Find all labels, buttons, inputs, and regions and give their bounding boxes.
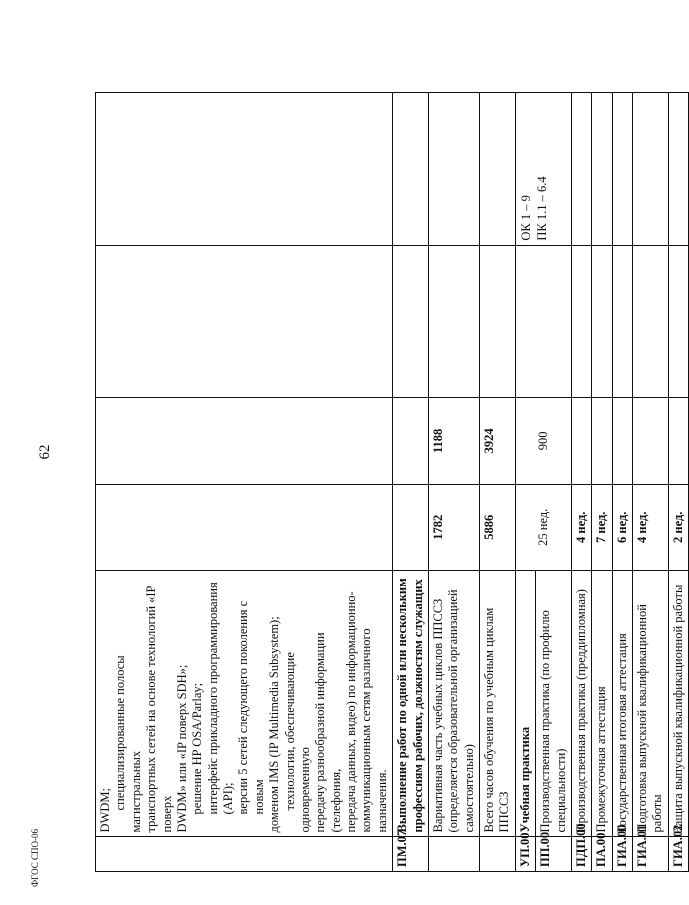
competence-item: ПК 1.1 – 6.4 — [535, 176, 549, 241]
list-line: DWDM» или «IP поверх SDH»; — [174, 664, 189, 833]
class-hours — [96, 398, 393, 484]
table-row — [612, 93, 632, 872]
row-code: ГИА.02 — [668, 837, 688, 872]
table-row — [480, 93, 516, 872]
list-line: транспортных сетей на основе технологий «IP поверх — [144, 585, 174, 833]
page-number: 62 — [37, 444, 53, 460]
list-line: интерфейс прикладного программирования (API); — [205, 582, 235, 815]
class-hours: 900 — [515, 398, 571, 484]
row-name: Производственная практика (по профилю специальности) — [536, 571, 572, 837]
list-line: версии 5 сетей следующего поколения с новым — [236, 600, 266, 815]
competences — [633, 93, 669, 246]
competences — [96, 93, 393, 246]
rotated-page — [20, 17, 685, 887]
row-code: ГИА.01 — [633, 837, 669, 872]
row-name: Промежуточная аттестация — [592, 571, 612, 837]
table-row — [592, 93, 612, 872]
row-name: Производственная практика (преддипломная) — [571, 571, 591, 837]
curriculum-table — [95, 92, 689, 872]
disciplines — [633, 245, 669, 398]
max-hours: 1782 — [428, 484, 479, 570]
list-line: специализированные полосы магистральных — [113, 655, 143, 833]
row-name: Всего часов обучения по учебным циклам ППССЗ — [480, 571, 516, 837]
competences — [393, 93, 429, 246]
table-row — [428, 93, 479, 872]
row-code — [480, 837, 516, 872]
class-hours — [668, 398, 688, 484]
table-row — [668, 93, 688, 872]
list-line: передача данных, видео) по информационно- — [344, 591, 358, 833]
row-code: ПДП.00 — [571, 837, 591, 872]
table-row — [571, 93, 591, 872]
row-code: ПП.00 — [536, 837, 572, 872]
list-line: доменом IMS (IP Multimedia Subsystem); — [267, 616, 282, 833]
disciplines — [668, 245, 688, 398]
competences — [428, 93, 479, 246]
row-code: ПМ.07 — [393, 837, 429, 872]
row-code: УП.00 — [515, 837, 535, 872]
row-name: Подготовка выпускной квалификационной работы — [633, 571, 669, 837]
disciplines — [515, 245, 571, 398]
max-hours: 4 нед. — [633, 484, 669, 570]
table-row — [633, 93, 669, 872]
max-hours — [393, 484, 429, 570]
footer-code: ФГОС СПО-06 — [30, 829, 40, 887]
list-line: DWDM; — [98, 787, 112, 833]
class-hours: 3924 — [480, 398, 516, 484]
competences — [612, 93, 632, 246]
max-hours: 2 нед. — [668, 484, 688, 570]
disciplines — [428, 245, 479, 398]
disciplines — [592, 245, 612, 398]
competences — [668, 93, 688, 246]
disciplines — [96, 245, 393, 398]
list-line: коммуникационным сетям различного назначения. — [359, 628, 389, 833]
list-line: передачу разнообразной информации (телефония, — [313, 632, 343, 833]
table-row — [393, 93, 429, 872]
competences — [480, 93, 516, 246]
row-code — [96, 837, 393, 872]
row-name: Выполнение работ по одной или нескольким профессиям рабочих, должностям служащих — [393, 571, 429, 837]
class-hours — [612, 398, 632, 484]
row-code — [428, 837, 479, 872]
row-name: Вариативная часть учебных циклов ППССЗ (определяется образовательной организацией самостоятельно) — [428, 571, 479, 837]
max-hours: 4 нед. — [571, 484, 591, 570]
competences — [592, 93, 612, 246]
row-name: Учебная практика — [515, 571, 535, 837]
row-name: Государственная итоговая аттестация — [612, 571, 632, 837]
list-line: технологии, обеспечивающие одновременную — [282, 652, 312, 833]
row-code: ПА.00 — [592, 837, 612, 872]
class-hours — [633, 398, 669, 484]
max-hours: 6 нед. — [612, 484, 632, 570]
class-hours: 1188 — [428, 398, 479, 484]
disciplines — [612, 245, 632, 398]
disciplines — [393, 245, 429, 398]
row-code: ГИА.00 — [612, 837, 632, 872]
max-hours: 7 нед. — [592, 484, 612, 570]
max-hours — [96, 484, 393, 570]
class-hours — [393, 398, 429, 484]
max-hours: 5886 — [480, 484, 516, 570]
class-hours — [571, 398, 591, 484]
max-hours: 25 нед. — [515, 484, 571, 570]
competences — [571, 93, 591, 246]
table-row — [515, 93, 535, 872]
disciplines — [480, 245, 516, 398]
list-line: решение HP OSA/Parlay; — [190, 682, 205, 815]
competence-item: ОК 1 – 9 — [518, 195, 533, 241]
disciplines — [571, 245, 591, 398]
row-name: Защита выпускной квалификационной работы — [668, 571, 688, 837]
competences — [515, 93, 571, 246]
table-row — [96, 93, 393, 872]
technology-list-cell — [96, 571, 393, 837]
class-hours — [592, 398, 612, 484]
